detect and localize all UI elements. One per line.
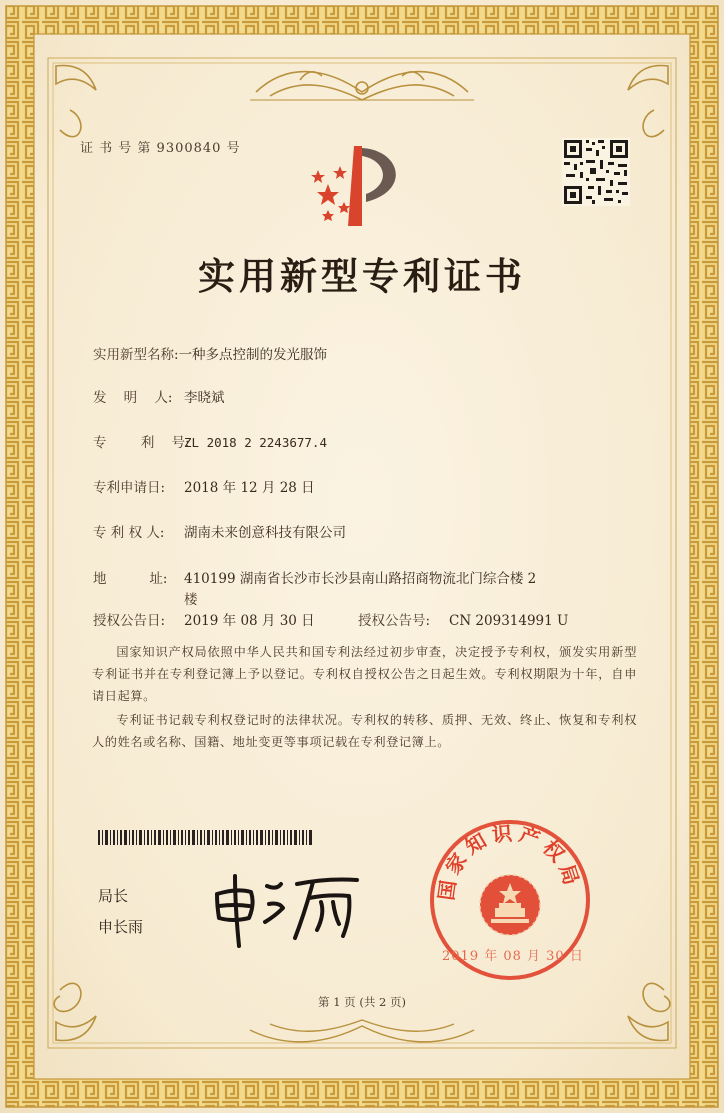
- statement-paragraph-1: 国家知识产权局依照中华人民共和国专利法经过初步审查，决定授予专利权，颁发实用新型专利证书并在专利登记簿上予以登记。专利权自授权公告之日起生效。专利权期限为十年，自申请日起算。: [92, 645, 637, 703]
- director-name: 申长雨: [98, 918, 144, 936]
- certificate-number: [80, 137, 241, 156]
- qr-code: [562, 138, 630, 206]
- field-filing-date: [93, 476, 315, 496]
- page-number: 第 1 页 (共 2 页): [318, 995, 406, 1009]
- certificate-number-suffix: 号: [226, 141, 241, 156]
- statement-paragraph-2: 专利证书记载专利权登记时的法律状况。专利权的转移、质押、无效、终止、恢复和专利权人的姓名或名称、国籍、地址变更等事项记载在专利登记簿上。: [92, 713, 637, 749]
- seal-text: 国家知识产权局: [433, 820, 586, 902]
- field-label: 地 址:: [93, 571, 168, 587]
- field-value: 410199 湖南省长沙市长沙县南山路招商物流北门综合楼 2: [184, 571, 537, 587]
- field-value: 2019 年 08 月 30 日: [184, 613, 315, 629]
- national-emblem: [480, 875, 540, 935]
- field-label: 授权公告号:: [358, 613, 431, 629]
- bottom-ornament: [250, 1020, 474, 1042]
- field-utility-model-name: [93, 343, 327, 363]
- field-label: 专利申请日:: [93, 480, 166, 496]
- patent-office-logo: [300, 140, 412, 232]
- certificate-number-value: 9300840: [156, 141, 222, 156]
- field-label: 发 明 人:: [93, 390, 173, 406]
- field-label: 授权公告日:: [93, 613, 166, 629]
- top-ornament: [250, 72, 474, 100]
- field-value: CN 209314991 U: [449, 613, 569, 629]
- handwritten-signature: [205, 862, 370, 952]
- field-value: 李晓斌: [184, 390, 225, 406]
- field-grant-date: [93, 609, 315, 629]
- field-value: 湖南未来创意科技有限公司: [184, 525, 346, 541]
- barcode: [98, 830, 313, 845]
- field-patent-number: [93, 431, 327, 451]
- field-label: 专 利 权 人:: [93, 525, 165, 541]
- field-inventor: [93, 386, 225, 406]
- field-grant-number: [358, 609, 568, 629]
- certificate-number-label: 证 书 号 第: [80, 141, 152, 156]
- field-value: ZL 2018 2 2243677.4: [184, 435, 327, 450]
- field-patentee: [93, 521, 346, 541]
- director-title: 局长: [98, 887, 129, 905]
- field-address-continued: 楼: [184, 592, 198, 608]
- seal-date: 2019 年 08 月 30 日: [442, 949, 584, 964]
- field-label: 实用新型名称:: [93, 347, 179, 363]
- field-label: 专 利 号:: [93, 435, 190, 451]
- field-address: [93, 567, 536, 587]
- field-value: 2018 年 12 月 28 日: [184, 480, 315, 496]
- certificate-title: 实用新型专利证书: [198, 254, 526, 298]
- field-value: 一种多点控制的发光服饰: [178, 347, 328, 363]
